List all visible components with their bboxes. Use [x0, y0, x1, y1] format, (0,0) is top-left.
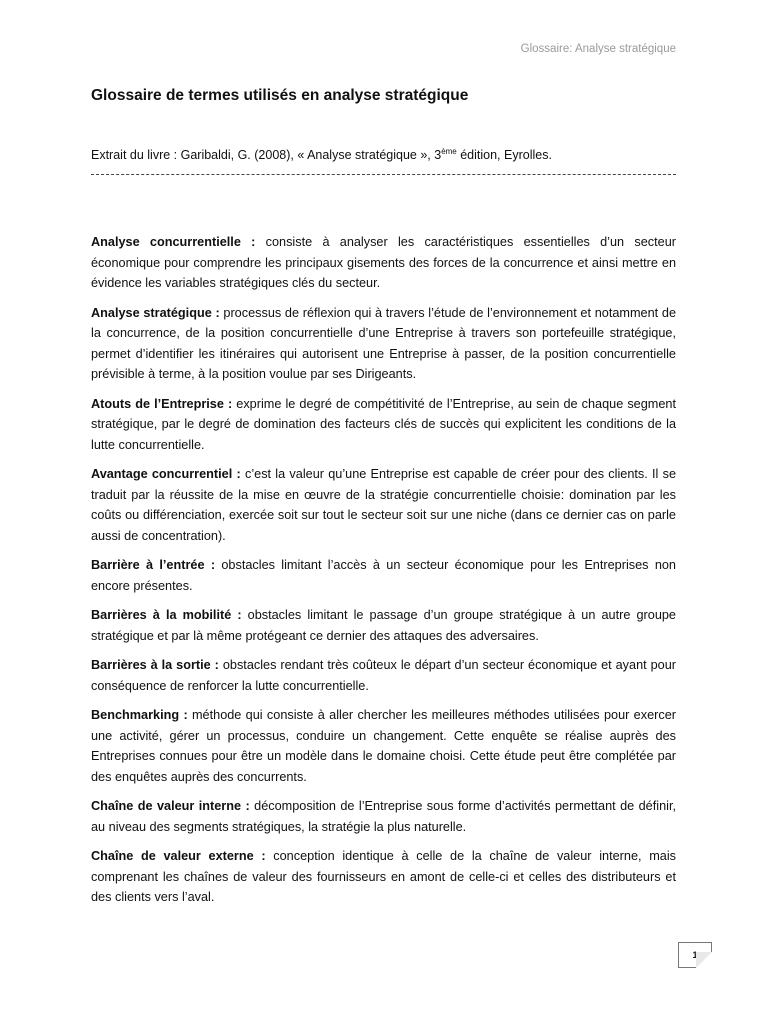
glossary-term: Chaîne de valeur externe :	[91, 849, 266, 863]
glossary-definition: consiste à analyser les caractéristiques essentielles d’un secteur économique pour comprendre les principaux gisements des forces de la concurrence et ainsi mettre en évidence les variables stratégiques clés du secteur.	[91, 235, 676, 290]
glossary-term: Barrière à l’entrée :	[91, 558, 216, 572]
glossary-term: Avantage concurrentiel :	[91, 467, 241, 481]
glossary-definition: exprime le degré de compétitivité de l’Entreprise, au sein de chaque segment stratégique, par le degré de domination des facteurs clés de succès qui explicitent les conditions de la lutte concurrentielle.	[91, 396, 676, 452]
glossary-entry	[91, 394, 676, 456]
glossary-term: Atouts de l’Entreprise :	[91, 396, 233, 411]
glossary-term: Chaîne de valeur interne :	[91, 799, 250, 813]
glossary-definition: méthode qui consiste à aller chercher les meilleures méthodes utilisées pour exercer une activité, gérer un processus, conduire un changement. Cette enquête se réalise auprès des Entreprises connues pour être un modèle dans le domaine choisi. Cette étude peut être complétée par des enquêtes auprès des concurrents.	[91, 708, 676, 784]
page-number: 1	[678, 942, 712, 968]
dashed-separator	[91, 174, 676, 175]
glossary-definition: obstacles limitant l’accès à un secteur économique pour les Entreprises non encore présentes.	[91, 558, 676, 593]
glossary-definition: c’est la valeur qu’une Entreprise est capable de créer pour des clients. Il se traduit par la réussite de la mise en œuvre de la stratégie concurrentielle choisie: domination par les coûts ou différenciation, exercée soit sur tout le secteur soit sur une niche (dans ce dernier cas on parle aussi de concentration).	[91, 467, 677, 543]
glossary-term: Benchmarking :	[91, 708, 188, 722]
source-citation-superscript: ème	[441, 147, 457, 156]
glossary-entry	[91, 705, 676, 787]
glossary-term: Barrières à la sortie :	[91, 658, 219, 672]
glossary-definition: conception identique à celle de la chaîne de valeur interne, mais comprenant les chaînes de valeur des fournisseurs en amont de celle-ci et celles des distributeurs et des clients vers l’aval.	[91, 849, 676, 904]
source-citation-suffix: édition, Eyrolles.	[456, 148, 552, 163]
glossary-entry	[91, 846, 676, 908]
glossary-definition: obstacles rendant très coûteux le départ d’un secteur économique et ayant pour conséquence de renforcer la lutte concurrentielle.	[91, 658, 676, 693]
glossary-entry	[91, 232, 676, 294]
glossary-definition: obstacles limitant le passage d’un groupe stratégique à un autre groupe stratégique et par là même protégeant ce dernier des attaques des adversaires.	[91, 608, 676, 643]
source-citation	[91, 147, 552, 162]
source-citation-prefix: Extrait du livre : Garibaldi, G. (2008), « Analyse stratégique », 3	[91, 148, 442, 163]
glossary-term: Analyse concurrentielle :	[91, 235, 256, 249]
glossary-definition: décomposition de l’Entreprise sous forme d’activités permettant de définir, au niveau des segments stratégiques, la stratégie la plus naturelle.	[91, 799, 676, 834]
glossary-list	[91, 232, 676, 917]
glossary-term: Analyse stratégique :	[91, 305, 220, 320]
page-title: Glossaire de termes utilisés en analyse stratégique	[91, 87, 469, 104]
glossary-definition: processus de réflexion qui à travers l’étude de l’environnement et notamment de la concurrence, de la position concurrentielle d’une Entreprise à travers son portefeuille stratégique, permet d’identifier les itinéraires qui autorisent une Entreprise à passer, de la position concurrentielle prévisible à terme, à la position voulue par ses Dirigeants.	[91, 305, 677, 381]
glossary-term: Barrières à la mobilité :	[91, 608, 242, 622]
glossary-entry	[91, 464, 676, 546]
glossary-entry	[91, 796, 676, 837]
running-header: Glossaire: Analyse stratégique	[520, 43, 676, 55]
glossary-entry	[91, 303, 676, 385]
glossary-entry	[91, 655, 676, 696]
glossary-entry	[91, 605, 676, 646]
glossary-entry	[91, 555, 676, 596]
